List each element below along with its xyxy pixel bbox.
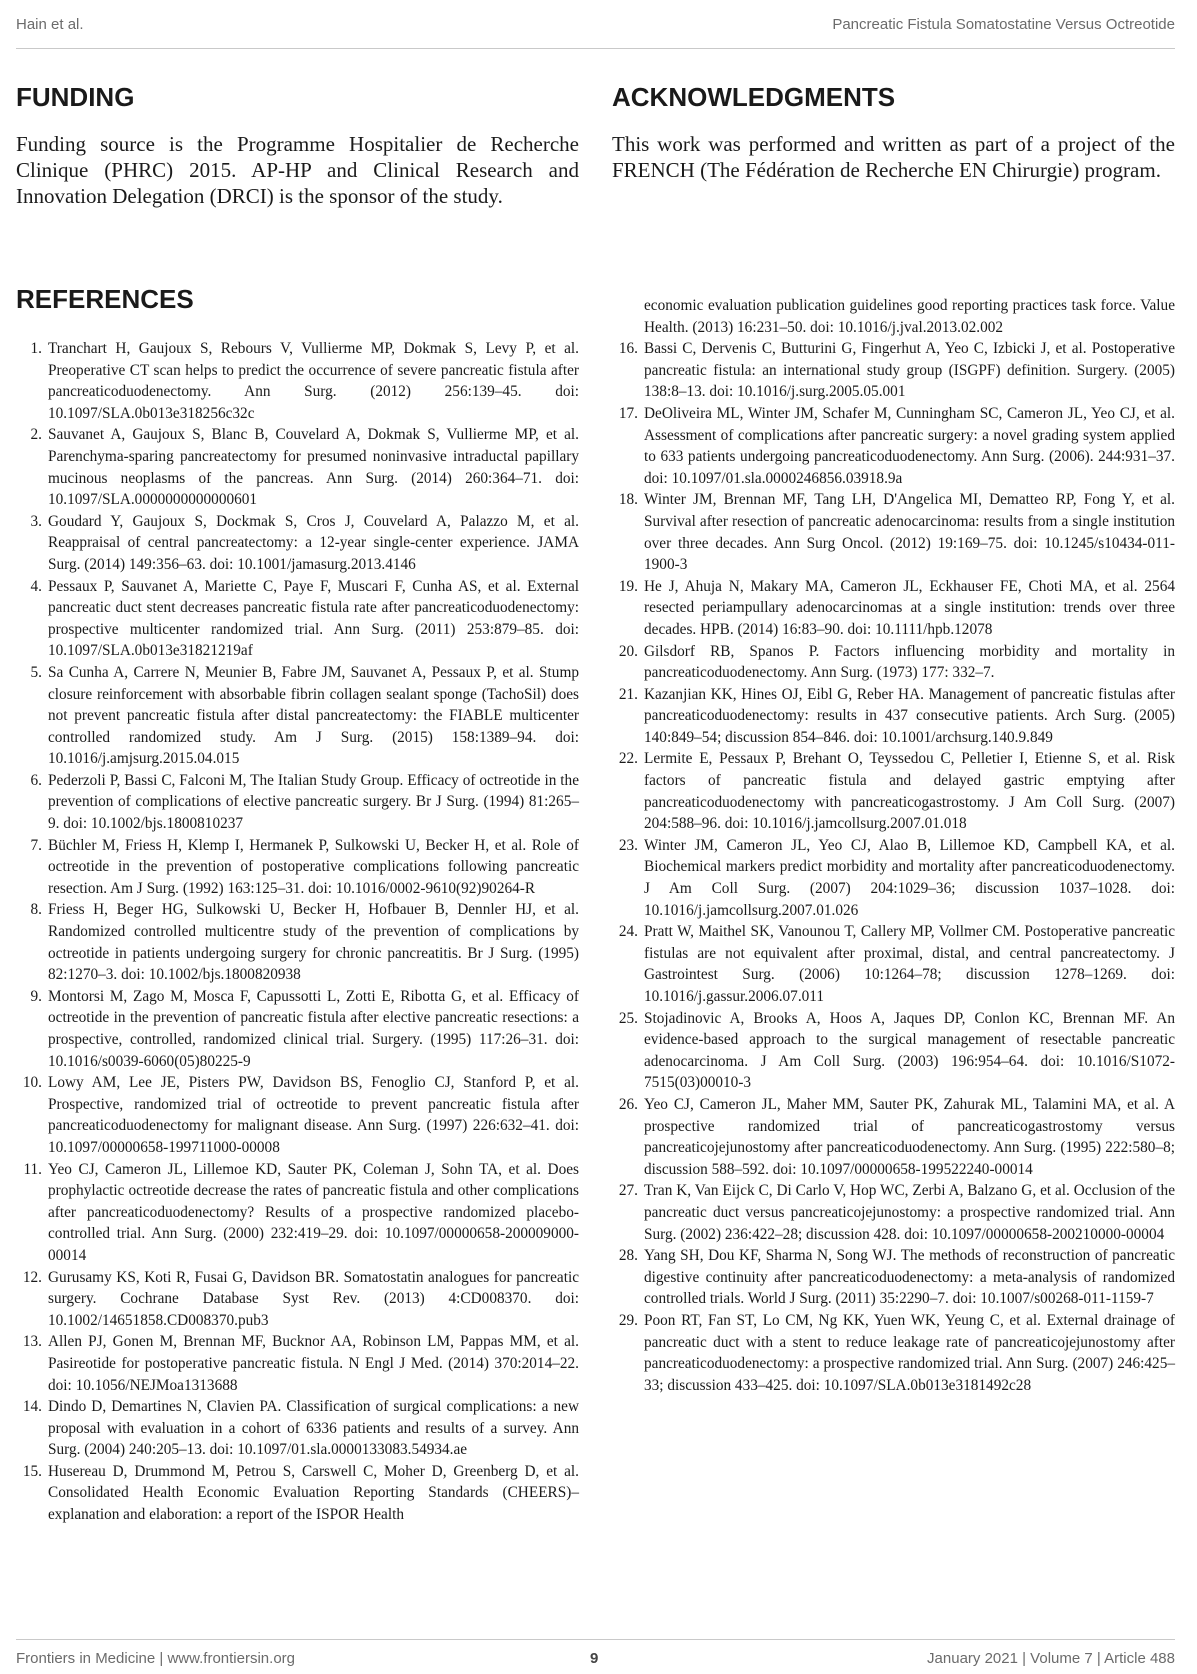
reference-text: Yang SH, Dou KF, Sharma N, Song WJ. The methods of reconstruction of pancreatic digestive continuity after pancreaticoduodenectomy: a meta-analysis of randomized controlled trials. World J Surg. (2011) 35:2290–7. doi: 10.1007/s00268-011-1159-7 bbox=[644, 1247, 1175, 1308]
reference-item bbox=[16, 1461, 579, 1526]
acknowledgments-heading: ACKNOWLEDGMENTS bbox=[612, 82, 896, 112]
reference-text: Kazanjian KK, Hines OJ, Eibl G, Reber HA. Management of pancreatic fistulas after pancreaticoduodenectomy: results in 437 consecutive patients. Arch Surg. (2005) 140:849–54; discussion 854–846. doi: 10.1001/archsurg.140.9.849 bbox=[644, 685, 1175, 746]
reference-number: 19. bbox=[618, 577, 638, 595]
references-column-left bbox=[16, 338, 579, 1526]
reference-text: Stojadinovic A, Brooks A, Hoos A, Jaques DP, Conlon KC, Brennan MF. An evidence-based approach to the surgical management of resectable pancreatic adenocarcinoma. J Am Coll Surg. (2003) 196:954–64. doi: 10.1016/S1072-7515(03)00010-3 bbox=[644, 1009, 1175, 1092]
reference-text: Winter JM, Cameron JL, Yeo CJ, Alao B, Lillemoe KD, Campbell KA, et al. Biochemical markers predict morbidity and mortality after pancreaticoduodenectomy. J Am Coll Surg. (2007) 204:1029–36; discussion 1037–1028. doi: 10.1016/j.jamcollsurg.2007.01.026 bbox=[644, 836, 1175, 919]
reference-text: Tran K, Van Eijck C, Di Carlo V, Hop WC, Zerbi A, Balzano G, et al. Occlusion of the pancreatic duct versus pancreaticojejunostomy: a prospective randomized trial. Ann Surg. (2002) 236:422–28; discussion 428. doi: 10.1097/00000658-200210000-00004 bbox=[644, 1182, 1175, 1243]
reference-number: 11. bbox=[23, 1160, 42, 1178]
reference-text: Lermite E, Pessaux P, Brehant O, Teyssedou C, Pelletier I, Etienne S, et al. Risk factors of pancreatic fistula and delayed gastric emptying after pancreaticoduodenectomy with pancreaticogastrostomy. J Am Coll Surg. (2007) 204:588–96. doi: 10.1016/j.jamcollsurg.2007.01.018 bbox=[644, 750, 1175, 833]
reference-item bbox=[16, 770, 579, 835]
reference-item bbox=[16, 424, 579, 510]
reference-number: 12. bbox=[22, 1268, 42, 1286]
reference-text: Sauvanet A, Gaujoux S, Blanc B, Couvelard A, Dokmak S, Vullierme MP, et al. Parenchyma-sparing pancreatectomy for presumed noninvasive intraductal papillary mucinous neoplasms of the pancreas. Ann Surg. (2014) 260:364–71. doi: 10.1097/SLA.0000000000000601 bbox=[48, 426, 579, 509]
reference-text: Goudard Y, Gaujoux S, Dockmak S, Cros J, Couvelard A, Palazzo M, et al. Reappraisal of central pancreatectomy: a 12-year single-center experience. JAMA Surg. (2014) 149:356–63. doi: 10.1001/jamasurg.2013.4146 bbox=[48, 512, 579, 573]
reference-number: 4. bbox=[30, 577, 42, 595]
reference-text: DeOliveira ML, Winter JM, Schafer M, Cunningham SC, Cameron JL, Yeo CJ, et al. Assessment of complications after pancreatic surgery: a novel grading system applied to 633 patients undergoing pancreaticoduodenectomy. Ann Surg. (2006). 244:931–37. doi: 10.1097/01.sla.0000246856.03918.9a bbox=[644, 404, 1175, 487]
reference-item bbox=[16, 511, 579, 576]
reference-item bbox=[612, 1008, 1175, 1094]
reference-number: 2. bbox=[30, 426, 42, 444]
reference-text: Pederzoli P, Bassi C, Falconi M, The Italian Study Group. Efficacy of octreotide in the prevention of complications of elective pancreatic surgery. Br J Surg. (1994) 81:265–9. doi: 10.1002/bjs.1800810237 bbox=[48, 771, 579, 833]
reference-number: 3. bbox=[30, 512, 42, 530]
reference-number: 5. bbox=[30, 663, 42, 681]
reference-number: 18. bbox=[618, 491, 638, 509]
reference-number: 25. bbox=[618, 1009, 638, 1027]
reference-number: 1. bbox=[30, 340, 42, 357]
page-footer bbox=[16, 1639, 1175, 1674]
reference-text: Gilsdorf RB, Spanos P. Factors influencing morbidity and mortality in pancreaticoduodenectomy. Ann Surg. (1973) 177: 332–7. bbox=[644, 642, 1175, 682]
reference-text: Winter JM, Brennan MF, Tang LH, D'Angelica MI, Dematteo RP, Fong Y, et al. Survival after resection of pancreatic adenocarcinoma: results from a single institution over three decades. Ann Surg Oncol. (2012) 19:169–75. doi: 10.1245/s10434-011-1900-3 bbox=[644, 491, 1175, 574]
reference-item bbox=[612, 403, 1175, 489]
reference-number: 21. bbox=[618, 685, 638, 703]
reference-number: 15. bbox=[22, 1462, 42, 1480]
reference-item bbox=[612, 1180, 1175, 1245]
reference-text: Husereau D, Drummond M, Petrou S, Carswell C, Moher D, Greenberg D, et al. Consolidated Health Economic Evaluation Reporting Standards (CHEERS)–explanation and elaboration: a report of the ISPOR Health bbox=[48, 1462, 579, 1524]
reference-text: Bassi C, Dervenis C, Butturini G, Fingerhut A, Yeo C, Izbicki J, et al. Postoperative pancreatic fistula: an international study group (ISGPF) definition. Surgery. (2005) 138:8–13. doi: 10.1016/j.surg.2005.05.001 bbox=[644, 340, 1175, 401]
reference-item bbox=[612, 684, 1175, 749]
reference-number: 9. bbox=[30, 987, 42, 1005]
reference-text: Montorsi M, Zago M, Mosca F, Capussotti L, Zotti E, Ribotta G, et al. Efficacy of octreotide in the prevention of pancreatic fistula after elective pancreatic resections: a prospective, controlled, randomized clinical trial. Surgery. (1995) 117:26–31. doi: 10.1016/s0039-6060(05)80225-9 bbox=[48, 987, 579, 1070]
footer-journal: Frontiers in Medicine | www.frontiersin.org bbox=[16, 1650, 295, 1667]
reference-item bbox=[612, 1094, 1175, 1180]
reference-number: 22. bbox=[618, 750, 638, 768]
funding-text: Funding source is the Programme Hospitalier de Recherche Clinique (PHRC) 2015. AP-HP and Clinical Research and Innovation Delegation (DRCI) is the sponsor of the study. bbox=[16, 132, 579, 208]
reference-number: 13. bbox=[22, 1333, 42, 1351]
header-authors: Hain et al. bbox=[16, 16, 84, 33]
reference-text: He J, Ahuja N, Makary MA, Cameron JL, Eckhauser FE, Choti MA, et al. 2564 resected periampullary adenocarcinomas at a single institution: trends over three decades. HPB. (2014) 16:83–90. doi: 10.1111/hpb.12078 bbox=[644, 577, 1175, 638]
reference-text: Yeo CJ, Cameron JL, Lillemoe KD, Sauter PK, Coleman J, Sohn TA, et al. Does prophylactic octreotide decrease the rates of pancreatic fistula and other complications after pancreaticoduodenectomy? Results of a prospective randomized placebo-controlled trial. Ann Surg. (2000) 232:419–29. doi: 10.1097/00000658-200009000-00014 bbox=[48, 1160, 579, 1264]
reference-item bbox=[16, 899, 579, 985]
header-short-title: Pancreatic Fistula Somatostatine Versus Octreotide bbox=[832, 16, 1175, 33]
reference-item bbox=[16, 986, 579, 1072]
page-number: 9 bbox=[590, 1650, 599, 1667]
reference-text: Tranchart H, Gaujoux S, Rebours V, Vullierme MP, Dokmak S, Levy P, et al. Preoperative CT scan helps to predict the occurrence of severe pancreatic fistula after pancreaticoduodenectomy. Ann Surg. (2012) 256:139–45. doi: 10.1097/SLA.0b013e318256c32c bbox=[48, 340, 579, 422]
reference-text: Gurusamy KS, Koti R, Fusai G, Davidson BR. Somatostatin analogues for pancreatic surgery. Cochrane Database Syst Rev. (2013) 4:CD008370. doi: 10.1002/14651858.CD008370.pub3 bbox=[48, 1268, 579, 1329]
reference-text: economic evaluation publication guidelines good reporting practices task force. Value Health. (2013) 16:231–50. doi: 10.1016/j.jval.2013.02.002 bbox=[644, 297, 1175, 336]
reference-number: 28. bbox=[618, 1247, 638, 1265]
reference-number: 27. bbox=[618, 1182, 638, 1200]
reference-item bbox=[612, 576, 1175, 641]
reference-item bbox=[16, 1072, 579, 1158]
reference-item bbox=[612, 338, 1175, 403]
reference-item bbox=[612, 748, 1175, 834]
reference-number: 20. bbox=[618, 642, 638, 660]
reference-number: 6. bbox=[30, 771, 42, 789]
reference-number: 7. bbox=[30, 836, 42, 854]
reference-item bbox=[612, 489, 1175, 575]
reference-text: Friess H, Beger HG, Sulkowski U, Becker H, Hofbauer B, Dennler HJ, et al. Randomized controlled multicentre study of the prevention of complications by octreotide in patients undergoing surgery for chronic pancreatitis. Br J Surg. (1995) 82:1270–3. doi: 10.1002/bjs.1800820938 bbox=[48, 901, 579, 984]
acknowledgments-text: This work was performed and written as part of a project of the FRENCH (The Fédération de Recherche EN Chirurgie) program. bbox=[612, 132, 1175, 182]
reference-number: 8. bbox=[30, 901, 42, 919]
reference-item bbox=[612, 1310, 1175, 1396]
reference-item bbox=[612, 1245, 1175, 1310]
reference-item bbox=[612, 295, 1175, 338]
reference-number: 23. bbox=[618, 836, 638, 854]
running-header bbox=[16, 12, 1175, 49]
reference-text: Lowy AM, Lee JE, Pisters PW, Davidson BS, Fenoglio CJ, Stanford P, et al. Prospective, randomized trial of octreotide to prevent pancreatic fistula after pancreaticoduodenectomy for malignant disease. Ann Surg. (1997) 226:632–41. doi: 10.1097/00000658-199711000-00008 bbox=[48, 1074, 579, 1156]
reference-item bbox=[16, 1159, 579, 1267]
reference-item bbox=[16, 1396, 579, 1461]
reference-text: Sa Cunha A, Carrere N, Meunier B, Fabre JM, Sauvanet A, Pessaux P, et al. Stump closure reinforcement with absorbable fibrin collagen sealant sponge (TachoSil) does not prevent pancreatic fistula after distal pancreatectomy: the FIABLE multicenter controlled randomized study. Am J Surg. (2015) 158:1389–94. doi: 10.1016/j.amjsurg.2015.04.015 bbox=[48, 663, 579, 768]
reference-text: Dindo D, Demartines N, Clavien PA. Classification of surgical complications: a new proposal with evaluation in a cohort of 6336 patients and results of a survey. Ann Surg. (2004) 240:205–13. doi: 10.1097/01.sla.0000133083.54934.ae bbox=[48, 1398, 579, 1459]
reference-text: Yeo CJ, Cameron JL, Maher MM, Sauter PK, Zahurak ML, Talamini MA, et al. A prospective randomized trial of pancreaticogastrostomy versus pancreaticojejunostomy after pancreaticoduodenectomy. Ann Surg. (1995) 222:580–8; discussion 588–592. doi: 10.1097/00000658-199522240-00014 bbox=[644, 1095, 1175, 1178]
reference-text: Allen PJ, Gonen M, Brennan MF, Bucknor AA, Robinson LM, Pappas MM, et al. Pasireotide for postoperative pancreatic fistula. N Engl J Med. (2014) 370:2014–22. doi: 10.1056/NEJMoa1313688 bbox=[48, 1333, 579, 1394]
reference-item bbox=[16, 338, 579, 424]
reference-item bbox=[612, 641, 1175, 684]
reference-text: Poon RT, Fan ST, Lo CM, Ng KK, Yuen WK, Yeung C, et al. External drainage of pancreatic duct with a stent to reduce leakage rate of pancreaticojejunostomy after pancreaticoduodenectomy: a prospective randomized trial. Ann Surg. (2007) 246:425–33; discussion 433–425. doi: 10.1097/SLA.0b013e3181492c28 bbox=[644, 1311, 1175, 1394]
reference-item bbox=[612, 835, 1175, 921]
reference-number: 10. bbox=[22, 1074, 42, 1092]
reference-item bbox=[16, 1267, 579, 1332]
reference-number: 16. bbox=[618, 340, 638, 358]
reference-number: 24. bbox=[618, 923, 638, 941]
references-heading: REFERENCES bbox=[16, 284, 194, 314]
reference-item bbox=[16, 576, 579, 662]
reference-number: 14. bbox=[22, 1398, 42, 1416]
funding-heading: FUNDING bbox=[16, 82, 135, 112]
reference-text: Pessaux P, Sauvanet A, Mariette C, Paye F, Muscari F, Cunha AS, et al. External pancreatic duct stent decreases pancreatic fistula rate after pancreaticoduodenectomy: prospective multicenter randomized trial. Ann Surg. (2011) 253:879–85. doi: 10.1097/SLA.0b013e31821219af bbox=[48, 577, 579, 660]
references-column-right bbox=[612, 295, 1175, 1396]
reference-number: 26. bbox=[618, 1095, 638, 1113]
reference-item bbox=[16, 1331, 579, 1396]
reference-item bbox=[612, 921, 1175, 1007]
reference-number: 29. bbox=[618, 1311, 638, 1329]
reference-number: 17. bbox=[618, 404, 638, 422]
reference-item bbox=[16, 835, 579, 900]
reference-text: Büchler M, Friess H, Klemp I, Hermanek P, Sulkowski U, Becker H, et al. Role of octreotide in the prevention of postoperative complications following pancreatic resection. Am J Surg. (1992) 163:125–31. doi: 10.1016/0002-9610(92)90264-R bbox=[48, 836, 579, 897]
reference-text: Pratt W, Maithel SK, Vanounou T, Callery MP, Vollmer CM. Postoperative pancreatic fistulas are not equivalent after proximal, distal, and central pancreatectomy. J Gastrointest Surg. (2006) 10:1264–78; discussion 1278–1269. doi: 10.1016/j.gassur.2006.07.011 bbox=[644, 923, 1175, 1005]
footer-issue: January 2021 | Volume 7 | Article 488 bbox=[927, 1650, 1175, 1667]
reference-item bbox=[16, 662, 579, 770]
